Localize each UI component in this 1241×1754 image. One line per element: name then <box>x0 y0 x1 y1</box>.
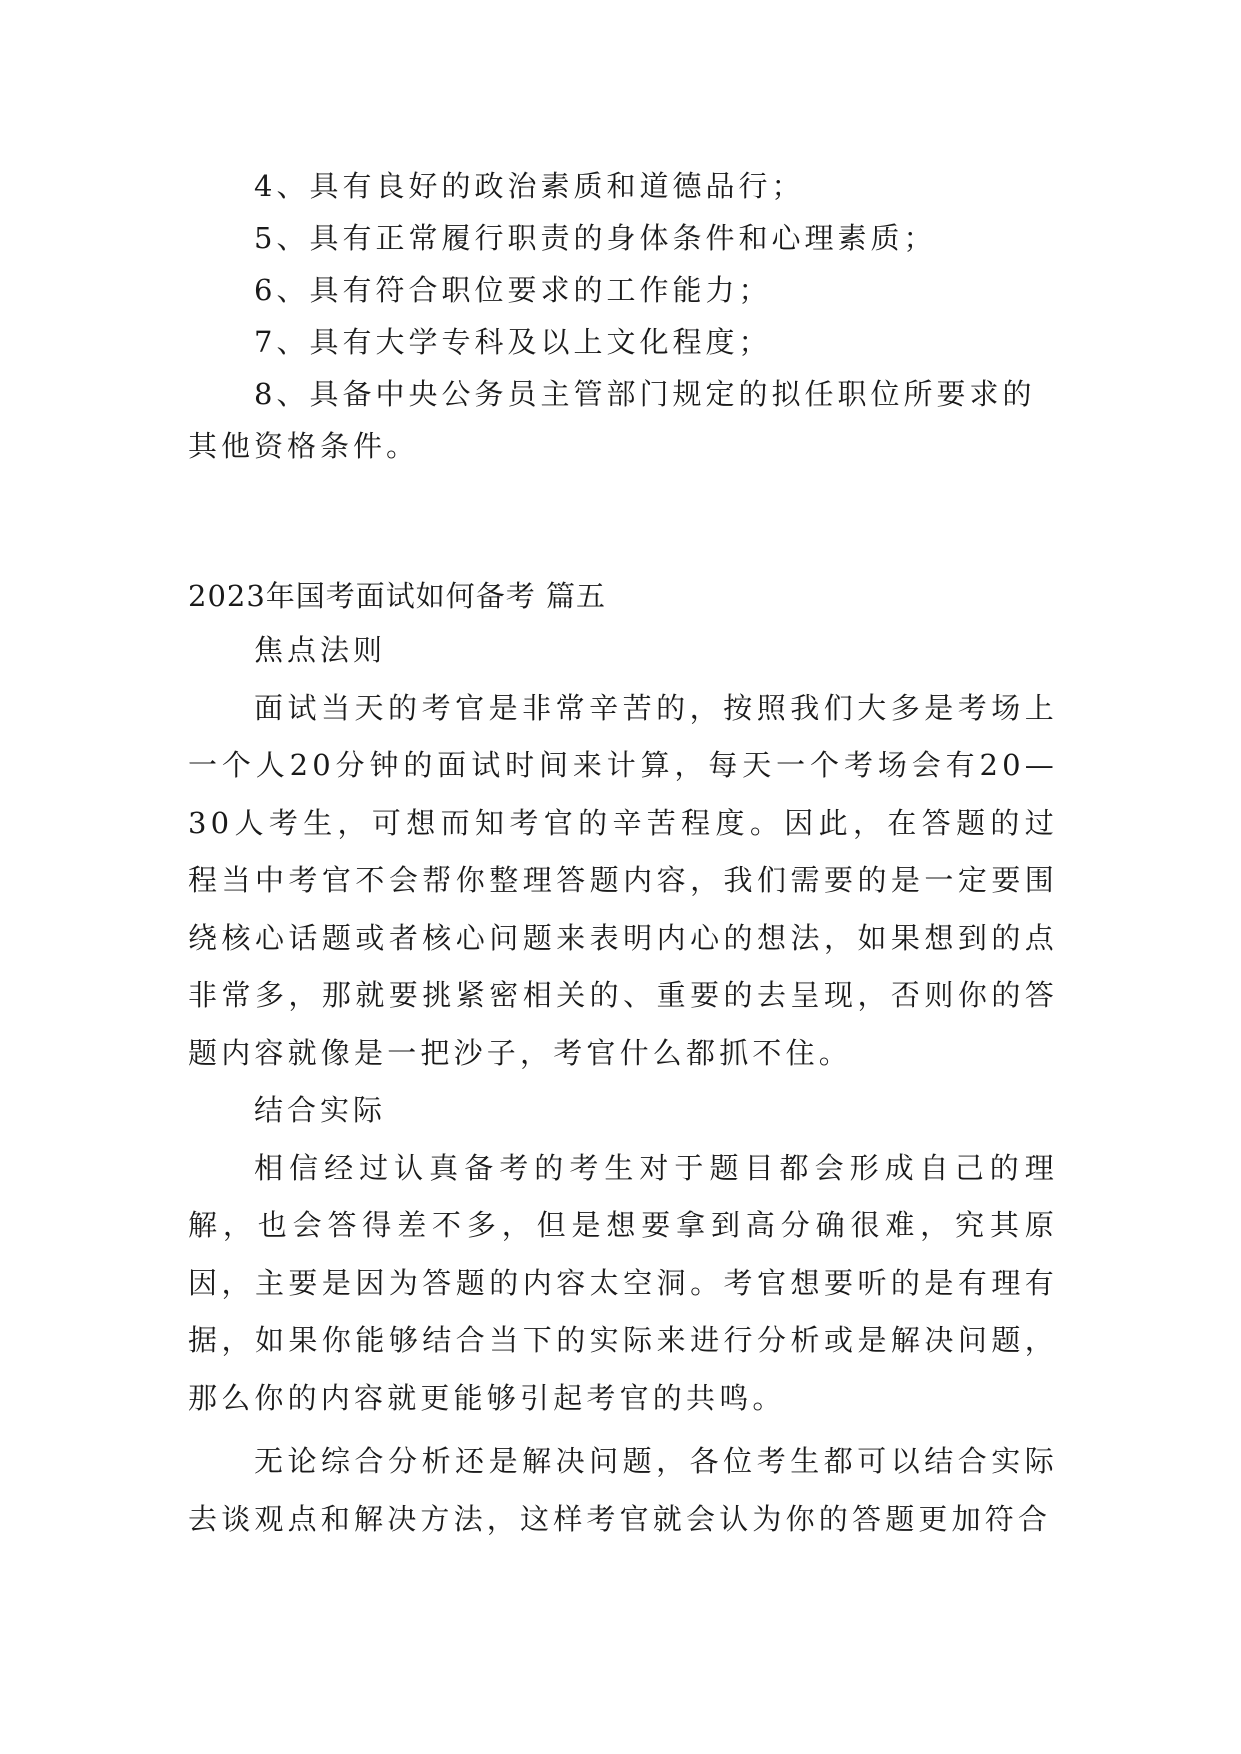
section-title: 2023年国考面试如何备考 篇五 <box>188 579 607 613</box>
list-item: 6、具有符合职位要求的工作能力； <box>254 273 772 307</box>
list-item: 7、具有大学专科及以上文化程度； <box>254 325 772 359</box>
paragraph: 无论综合分析还是解决问题，各位考生都可以结合实际去谈观点和解决方法，这样考官就会认为你的答题更加符合 <box>188 1444 1058 1536</box>
list-item: 4、具有良好的政治素质和道德品行； <box>254 169 805 203</box>
list-item: 5、具有正常履行职责的身体条件和心理素质； <box>254 221 937 255</box>
paragraph: 相信经过认真备考的考生对于题目都会形成自己的理解，也会答得差不多，但是想要拿到高分确很难，究其原因，主要是因为答题的内容太空洞。考官想要听的是有理有据，如果你能够结合当下的实际来进行分析或是解决问题，那么你的内容就更能够引起考官的共鸣。 <box>188 1150 1058 1415</box>
list-item-continuation: 其他资格条件。 <box>188 429 420 463</box>
article-body <box>188 622 1058 1548</box>
qualification-list <box>188 160 1058 472</box>
paragraph: 面试当天的考官是非常辛苦的，按照我们大多是考场上一个人20分钟的面试时间来计算，每天一个考场会有20—30人考生，可想而知考官的辛苦程度。因此，在答题的过程当中考官不会帮你整理答题内容，我们需要的是一定要围绕核心话题或者核心问题来表明内心的想法，如果想到的点非常多，那就要挑紧密相关的、重要的去呈现，否则你的答题内容就像是一把沙子，考官什么都抓不住。 <box>188 690 1058 1070</box>
list-item: 8、具备中央公务员主管部门规定的拟任职位所要求的 <box>254 377 1036 411</box>
subheading-practical: 结合实际 <box>254 1093 387 1127</box>
subheading-focus-rule: 焦点法则 <box>254 633 387 667</box>
